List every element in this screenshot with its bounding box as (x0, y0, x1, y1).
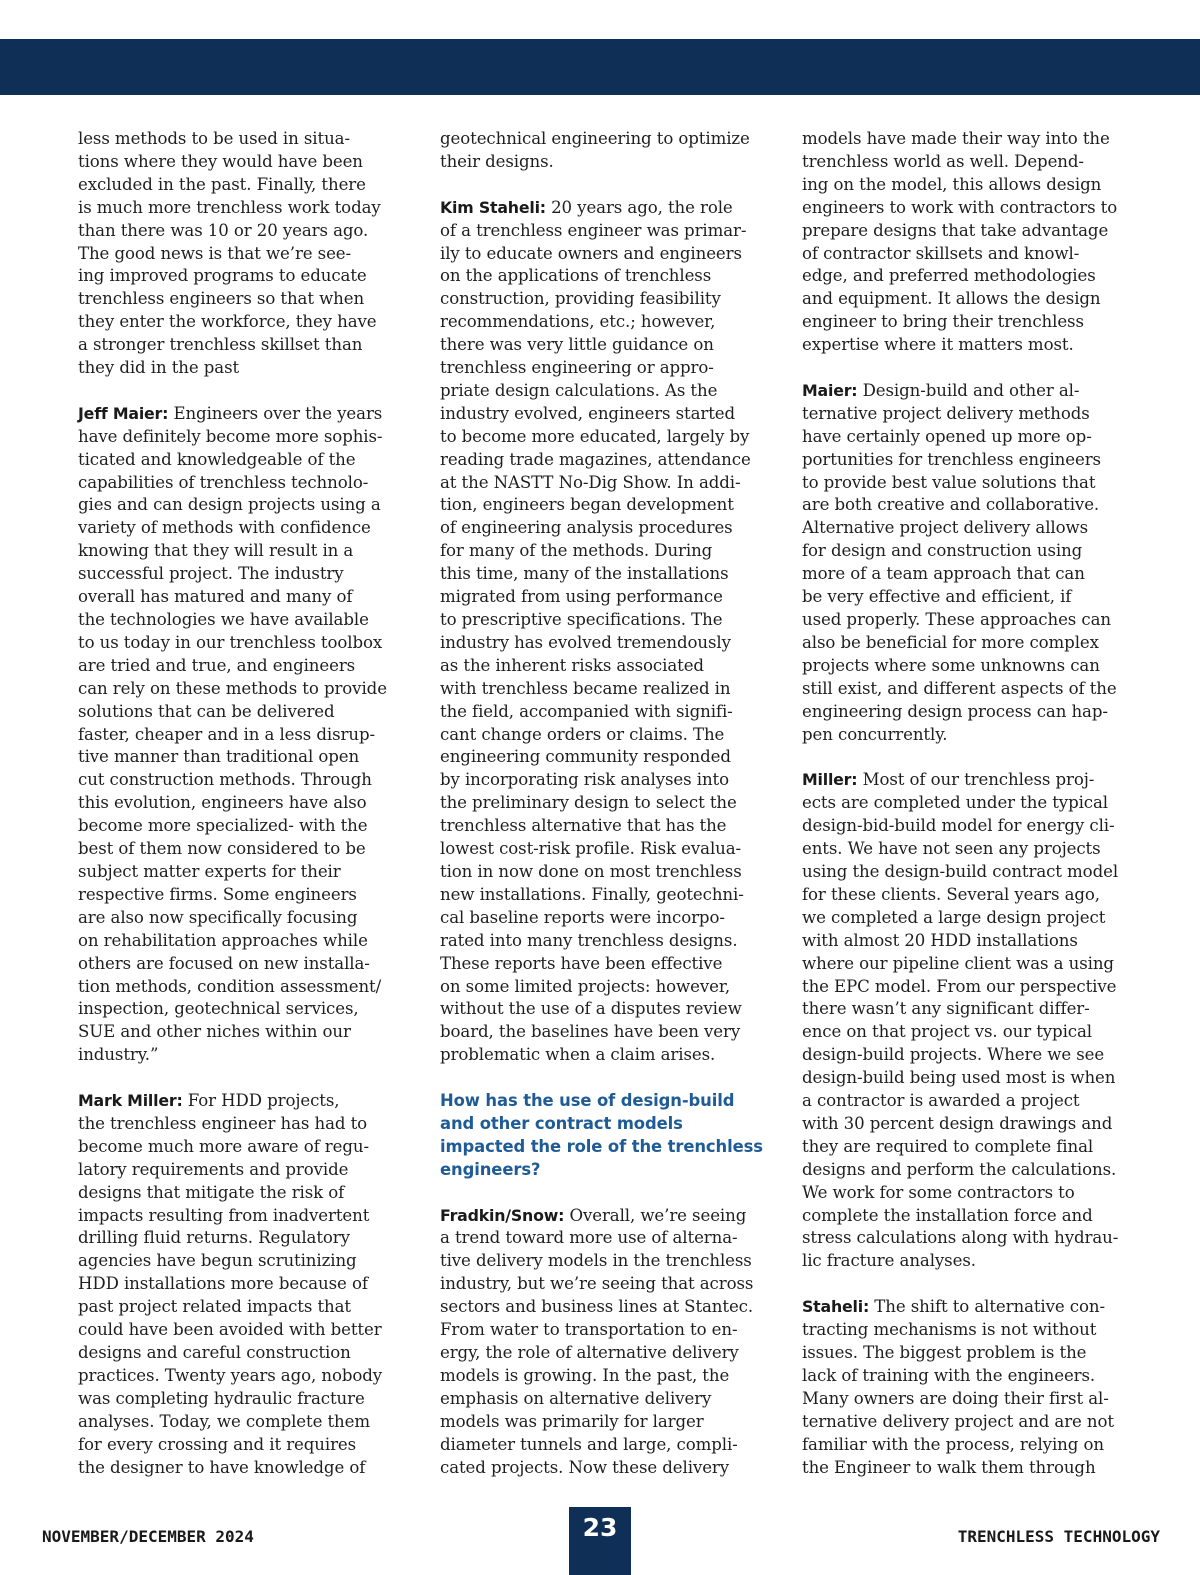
text-line: a contractor is awarded a project (802, 1091, 1080, 1111)
text-line: by incorporating risk analyses into (440, 770, 729, 790)
paragraph (802, 380, 1132, 747)
text-line: impacted the role of the trenchless (440, 1136, 763, 1156)
text-line: board, the baselines have been very (440, 1022, 741, 1042)
text-line: engineering design process can hap- (802, 701, 1108, 721)
text-line: with trenchless became realized in (440, 678, 731, 698)
text-line: engineers? (440, 1159, 541, 1179)
question-heading (440, 1090, 770, 1182)
text-line: tion in now done on most trenchless (440, 861, 742, 881)
text-line: on some limited projects: however, (440, 976, 731, 996)
text-line: this evolution, engineers have also (78, 793, 367, 813)
article-column-1 (78, 128, 404, 1502)
page-number: 23 (569, 1507, 631, 1575)
text-line: design-build projects. Where we see (802, 1045, 1105, 1065)
text-line: solutions that can be delivered (78, 701, 335, 721)
text-line: gies and can design projects using a (78, 495, 381, 515)
text-line: HDD installations more because of (78, 1274, 368, 1294)
text-line: ing improved programs to educate (78, 266, 367, 286)
text-line: of engineering analysis procedures (440, 518, 733, 538)
text-line: ects are completed under the typical (802, 793, 1108, 813)
text-line: and equipment. It allows the design (802, 289, 1101, 309)
paragraph (78, 403, 404, 1067)
text-line: projects where some unknowns can (802, 655, 1100, 675)
text-line: successful project. The industry (78, 564, 344, 584)
text-line: the technologies we have available (78, 610, 369, 630)
text-line (78, 403, 404, 426)
text-line: excluded in the past. Finally, there (78, 174, 366, 194)
text-line: new installations. Finally, geotechni- (440, 884, 744, 904)
text-fragment: 20 years ago, the role (545, 197, 733, 217)
text-line: without the use of a disputes review (440, 999, 742, 1019)
text-line: for every crossing and it requires (78, 1434, 357, 1454)
text-line: analyses. Today, we complete them (78, 1411, 370, 1431)
text-line: with 30 percent design drawings and (802, 1113, 1113, 1133)
text-line: to become more educated, largely by (440, 426, 750, 446)
text-line: models have made their way into the (802, 129, 1110, 148)
text-line: trenchless world as well. Depend- (802, 151, 1084, 171)
text-line: industry evolved, engineers started (440, 403, 736, 423)
text-line: subject matter experts for their (78, 861, 341, 881)
speaker-name: Miller: (802, 770, 858, 790)
paragraph (802, 1296, 1132, 1479)
text-line: less methods to be used in situa- (78, 129, 350, 148)
text-line: the Engineer to walk them through (802, 1457, 1096, 1477)
text-line: How has the use of design-build (440, 1091, 735, 1111)
text-line: this time, many of the installations (440, 564, 729, 584)
text-line: as the inherent risks associated (440, 655, 704, 675)
text-line: others are focused on new installa- (78, 953, 370, 973)
publication-name: TRENCHLESS TECHNOLOGY (957, 1527, 1160, 1546)
text-line: of a trenchless engineer was primar- (440, 220, 747, 240)
text-line: more of a team approach that can (802, 564, 1085, 584)
text-line: have certainly opened up more op- (802, 426, 1092, 446)
text-line: become much more aware of regu- (78, 1136, 369, 1156)
text-line: at the NASTT No-Dig Show. In addi- (440, 472, 741, 492)
text-line: tive delivery models in the trenchless (440, 1251, 752, 1271)
text-line: engineer to bring their trenchless (802, 312, 1084, 332)
text-line: using the design-build contract model (802, 861, 1119, 881)
text-line: their designs. (440, 151, 554, 171)
header-bar (0, 39, 1200, 95)
text-line: they did in the past (78, 358, 240, 378)
text-line: drilling fluid returns. Regulatory (78, 1228, 350, 1248)
text-line: emphasis on alternative delivery (440, 1388, 712, 1408)
paragraph (802, 769, 1132, 1273)
text-line: models was primarily for larger (440, 1411, 704, 1431)
text-line: industry.” (78, 1045, 159, 1065)
text-line: they are required to complete final (802, 1136, 1094, 1156)
text-line: ily to educate owners and engineers (440, 243, 742, 263)
text-line (440, 1205, 770, 1228)
text-line: agencies have begun scrutinizing (78, 1251, 357, 1271)
text-line: latory requirements and provide (78, 1159, 349, 1179)
text-line: sectors and business lines at Stantec. (440, 1297, 754, 1317)
text-line: From water to transportation to en- (440, 1320, 738, 1340)
text-line: Many owners are doing their first al- (802, 1388, 1109, 1408)
text-line: familiar with the process, relying on (802, 1434, 1104, 1454)
text-line: on rehabilitation approaches while (78, 930, 368, 950)
text-line: be very effective and efficient, if (802, 587, 1072, 607)
text-line (802, 380, 1132, 403)
text-line: pen concurrently. (802, 724, 948, 744)
text-line: for many of the methods. During (440, 541, 713, 561)
text-line: ence on that project vs. our typical (802, 1022, 1092, 1042)
text-line: there wasn’t any significant differ- (802, 999, 1090, 1019)
text-line: where our pipeline client was a using (802, 953, 1114, 973)
text-line: was completing hydraulic fracture (78, 1388, 365, 1408)
text-line: trenchless engineers so that when (78, 289, 365, 309)
text-line: the field, accompanied with signifi- (440, 701, 733, 721)
text-line: tive manner than traditional open (78, 747, 360, 767)
text-line: diameter tunnels and large, compli- (440, 1434, 738, 1454)
text-line: tions where they would have been (78, 151, 363, 171)
paragraph (78, 1090, 404, 1479)
text-line: ergy, the role of alternative delivery (440, 1342, 739, 1362)
text-line: design-build being used most is when (802, 1068, 1116, 1088)
text-line: industry has evolved tremendously (440, 632, 731, 652)
text-line: cated projects. Now these delivery (440, 1457, 730, 1477)
text-line: tion, engineers began development (440, 495, 734, 515)
speaker-name: Maier: (802, 380, 858, 400)
text-line: is much more trenchless work today (78, 197, 381, 217)
text-line: trenchless alternative that has the (440, 816, 727, 836)
text-line: are both creative and collaborative. (802, 495, 1100, 515)
text-line: designs and careful construction (78, 1343, 351, 1362)
text-line: become more specialized- with the (78, 816, 368, 836)
text-line: to prescriptive specifications. The (440, 610, 723, 630)
speaker-name: Mark Miller: (78, 1091, 183, 1111)
text-line: practices. Twenty years ago, nobody (78, 1365, 383, 1385)
text-line: we completed a large design project (802, 907, 1106, 927)
text-line: with almost 20 HDD installations (802, 930, 1078, 950)
text-line: also be beneficial for more complex (802, 632, 1099, 652)
text-line: ing on the model, this allows design (802, 174, 1102, 194)
text-line (440, 197, 770, 220)
article-column-3 (802, 128, 1132, 1502)
text-line: We work for some contractors to (802, 1182, 1075, 1202)
text-line: they enter the workforce, they have (78, 312, 377, 332)
text-line: stress calculations along with hydrau- (802, 1228, 1119, 1248)
text-line: a trend toward more use of alterna- (440, 1228, 738, 1248)
text-line: to provide best value solutions that (802, 472, 1096, 492)
text-line: trenchless engineering or appro- (440, 358, 714, 378)
text-line: and other contract models (440, 1113, 683, 1133)
text-line: expertise where it matters most. (802, 335, 1074, 355)
text-fragment: Overall, we’re seeing (564, 1205, 747, 1225)
text-line: prepare designs that take advantage (802, 220, 1109, 240)
text-line: are also now specifically focusing (78, 907, 358, 927)
text-line: there was very little guidance on (440, 335, 714, 355)
text-line: rated into many trenchless designs. (440, 930, 738, 950)
text-line: Alternative project delivery allows (802, 518, 1089, 538)
text-fragment: Design-build and other al- (857, 380, 1080, 400)
text-line: still exist, and different aspects of the (802, 678, 1117, 698)
text-line: have definitely become more sophis- (78, 426, 383, 446)
text-line: are tried and true, and engineers (78, 655, 356, 675)
text-line: knowing that they will result in a (78, 541, 354, 561)
text-line: construction, providing feasibility (440, 289, 721, 309)
text-line: portunities for trenchless engineers (802, 449, 1101, 469)
text-line: designs that mitigate the risk of (78, 1182, 345, 1202)
text-line: the trenchless engineer has had to (78, 1113, 368, 1133)
text-line: past project related impacts that (78, 1297, 351, 1317)
text-line: recommendations, etc.; however, (440, 312, 716, 332)
text-line (78, 1090, 404, 1113)
text-line: ents. We have not seen any projects (802, 839, 1101, 859)
text-line: tion methods, condition assessment/ (78, 976, 382, 996)
text-line: complete the installation force and (802, 1205, 1093, 1225)
text-line: tracting mechanisms is not without (802, 1320, 1097, 1340)
text-line: engineers to work with contractors to (802, 197, 1118, 217)
paragraph (802, 128, 1132, 357)
paragraph (440, 197, 770, 1067)
text-line: the EPC model. From our perspective (802, 976, 1117, 996)
text-line: on the applications of trenchless (440, 266, 712, 286)
text-line: impacts resulting from inadvertent (78, 1205, 370, 1225)
text-fragment: For HDD projects, (182, 1091, 340, 1111)
text-line: designs and perform the calculations. (802, 1159, 1117, 1179)
text-line: migrated from using performance (440, 587, 723, 607)
text-line: can rely on these methods to provide (78, 678, 387, 698)
text-line: for these clients. Several years ago, (802, 884, 1100, 904)
text-line: The good news is that we’re see- (78, 243, 352, 263)
text-line: SUE and other niches within our (78, 1022, 351, 1042)
text-line: than there was 10 or 20 years ago. (78, 220, 369, 240)
speaker-name: Jeff Maier: (78, 403, 169, 423)
speaker-name: Staheli: (802, 1297, 870, 1317)
text-line (802, 769, 1132, 792)
speaker-name: Kim Staheli: (440, 197, 546, 217)
text-line: issues. The biggest problem is the (802, 1342, 1087, 1362)
text-line: capabilities of trenchless technolo- (78, 472, 369, 492)
text-line: used properly. These approaches can (802, 610, 1111, 630)
paragraph (440, 128, 770, 174)
text-line: ternative delivery project and are not (802, 1411, 1114, 1431)
text-line: lack of training with the engineers. (802, 1365, 1096, 1385)
text-line: reading trade magazines, attendance (440, 449, 751, 469)
text-line: problematic when a claim arises. (440, 1045, 716, 1065)
text-line: industry, but we’re seeing that across (440, 1274, 754, 1294)
text-line: edge, and preferred methodologies (802, 266, 1096, 286)
issue-date: NOVEMBER/DECEMBER 2024 (42, 1527, 254, 1546)
text-line: These reports have been effective (440, 953, 723, 973)
text-line: best of them now considered to be (78, 839, 366, 859)
text-line: lic fracture analyses. (802, 1251, 976, 1271)
text-line: to us today in our trenchless toolbox (78, 632, 383, 652)
text-line: for design and construction using (802, 541, 1083, 561)
text-line: could have been avoided with better (78, 1320, 382, 1340)
text-line: geotechnical engineering to optimize (440, 129, 750, 148)
text-line: priate design calculations. As the (440, 380, 718, 400)
text-line: design-bid-build model for energy cli- (802, 816, 1115, 836)
text-line: the designer to have knowledge of (78, 1457, 366, 1477)
text-line: cut construction methods. Through (78, 770, 372, 790)
text-line: faster, cheaper and in a less disrup- (78, 724, 375, 744)
article-column-2 (440, 128, 770, 1502)
text-line: the preliminary design to select the (440, 793, 737, 813)
paragraph (440, 1205, 770, 1480)
speaker-name: Fradkin/Snow: (440, 1205, 565, 1225)
text-line: respective firms. Some engineers (78, 884, 357, 904)
text-line: of contractor skillsets and knowl- (802, 243, 1080, 263)
text-line: models is growing. In the past, the (440, 1365, 730, 1385)
text-line: variety of methods with confidence (78, 518, 371, 538)
text-line: cant change orders or claims. The (440, 724, 725, 744)
text-fragment: The shift to alternative con- (869, 1297, 1105, 1317)
text-line: ternative project delivery methods (802, 403, 1090, 423)
text-line (802, 1296, 1132, 1319)
text-line: engineering community responded (440, 747, 731, 767)
text-line: ticated and knowledgeable of the (78, 449, 356, 469)
text-line: inspection, geotechnical services, (78, 999, 359, 1019)
text-fragment: Most of our trenchless proj- (857, 770, 1095, 790)
text-fragment: Engineers over the years (168, 403, 383, 423)
text-line: a stronger trenchless skillset than (78, 335, 363, 355)
text-line: cal baseline reports were incorpo- (440, 907, 725, 927)
text-line: lowest cost-risk profile. Risk evalua- (440, 839, 742, 859)
paragraph (78, 128, 404, 380)
text-line: overall has matured and many of (78, 587, 353, 607)
